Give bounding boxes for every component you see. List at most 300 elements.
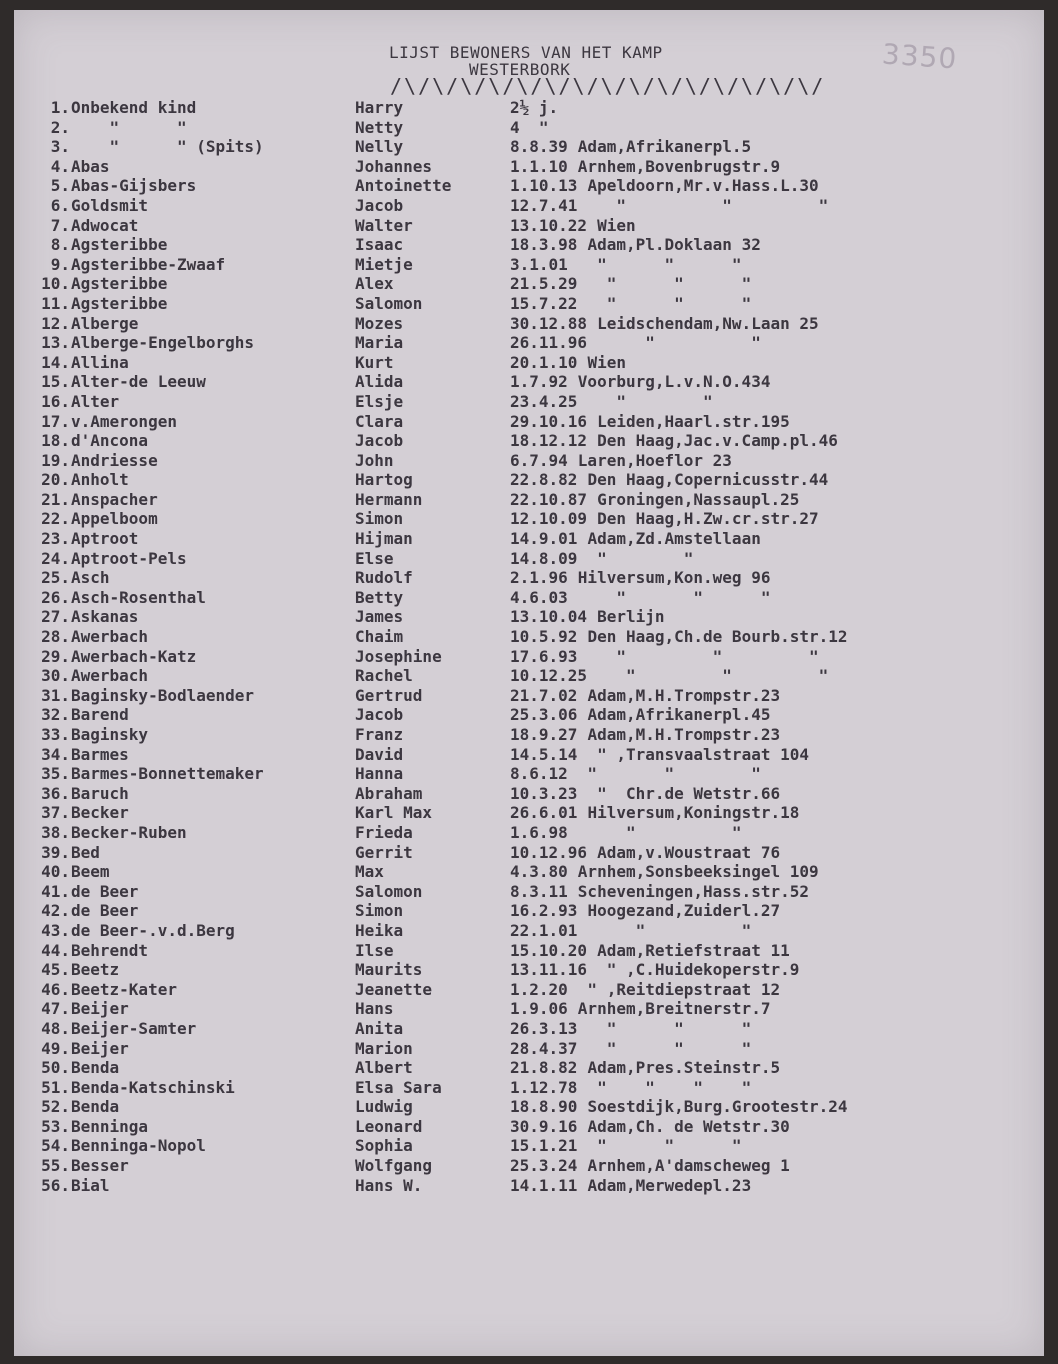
address: " ,Reitdiepstraat 12	[577, 979, 781, 999]
address: " ,Transvaalstraat 104	[587, 744, 809, 764]
first-name: Mozes	[355, 313, 404, 333]
surname: Baginsky	[71, 725, 149, 744]
surname: Goldsmit	[71, 195, 149, 215]
birthdate: 29.10.16	[510, 411, 588, 431]
row-number: 47.	[41, 999, 70, 1019]
birthdate-address	[510, 549, 693, 569]
first-name: Alex	[355, 274, 394, 294]
row-number: 54.	[41, 1136, 70, 1156]
list-item	[14, 568, 1044, 588]
address: " ,C.Huidekoperstr.9	[597, 960, 800, 980]
surname: Becker-Ruben	[71, 822, 187, 842]
birthdate: 18.8.90	[510, 1097, 578, 1117]
list-item	[14, 784, 1044, 804]
birthdate-address	[510, 412, 790, 432]
list-item	[14, 314, 1044, 334]
row-number: 29.	[41, 646, 70, 666]
row-number: 9.	[50, 254, 70, 274]
pencil-annotation: 3350	[880, 37, 959, 76]
birthdate: 10.12.25	[510, 666, 588, 686]
row-number: 34.	[41, 744, 70, 764]
birthdate-address	[510, 98, 568, 118]
list-item	[14, 745, 1044, 765]
address: Arnhem,A'damscheweg 1	[587, 1156, 790, 1176]
row-number: 15.	[41, 372, 70, 392]
surname: de Beer	[71, 881, 139, 901]
address: " " "	[577, 764, 761, 784]
birthdate-address	[510, 627, 848, 647]
address: Adam,Ch. de Wetstr.30	[587, 1116, 790, 1136]
surname: Barend	[71, 705, 129, 725]
row-number: 4.	[50, 156, 70, 176]
birthdate: 14.8.09	[510, 548, 578, 568]
birthdate-address	[510, 196, 828, 216]
list-item	[14, 392, 1044, 412]
surname: Alter	[71, 391, 120, 411]
first-name: Hans	[355, 999, 394, 1019]
address: " " " "	[587, 1077, 752, 1097]
row-number: 14.	[41, 352, 70, 372]
row-number: 12.	[41, 313, 70, 333]
birthdate: 21.7.02	[510, 685, 578, 705]
surname: Awerbach	[71, 666, 149, 686]
address: Adam,Pres.Steinstr.5	[587, 1058, 781, 1078]
document-title: LIJST BEWONERS VAN HET KAMP	[389, 43, 663, 62]
surname: Benda	[71, 1058, 120, 1078]
surname: Besser	[71, 1156, 129, 1176]
list-item	[14, 666, 1044, 686]
surname: Becker	[71, 803, 129, 823]
first-name: Jacob	[355, 195, 404, 215]
row-number: 55.	[41, 1156, 70, 1176]
first-name: Wolfgang	[355, 1156, 433, 1176]
row-number: 48.	[41, 1018, 70, 1038]
first-name: Rudolf	[355, 568, 413, 588]
address: Arnhem,Breitnerstr.7	[577, 999, 771, 1019]
row-number: 7.	[50, 215, 70, 235]
first-name: Hermann	[355, 489, 423, 509]
address: " " "	[577, 587, 771, 607]
first-name: Frieda	[355, 822, 413, 842]
birthdate-address	[510, 764, 761, 784]
first-name: Abraham	[355, 783, 423, 803]
address: Den Haag,Jac.v.Camp.pl.46	[597, 431, 838, 451]
birthdate-address	[510, 509, 819, 529]
birthdate-address	[510, 1176, 751, 1196]
first-name: Ludwig	[355, 1097, 413, 1117]
birthdate: 1.10.13	[510, 176, 578, 196]
first-name: Sophia	[355, 1136, 413, 1156]
list-item	[14, 941, 1044, 961]
birthdate-address	[510, 255, 742, 275]
row-number: 28.	[41, 627, 70, 647]
row-number: 18.	[41, 431, 70, 451]
surname: Awerbach-Katz	[71, 646, 197, 666]
surname: " "	[71, 117, 187, 137]
list-item	[14, 843, 1044, 863]
row-number: 35.	[41, 764, 70, 784]
list-item	[14, 509, 1044, 529]
first-name: Josephine	[355, 646, 442, 666]
surname: Agsteribbe-Zwaaf	[71, 254, 226, 274]
surname: de Beer-.v.d.Berg	[71, 920, 235, 940]
first-name: Clara	[355, 411, 404, 431]
address: " " "	[587, 195, 829, 215]
address: Adam,Afrikanerpl.5	[577, 137, 752, 157]
row-number: 13.	[41, 333, 70, 353]
surname: Anholt	[71, 470, 129, 490]
surname: v.Amerongen	[71, 411, 177, 431]
birthdate-address	[510, 235, 761, 255]
address: Arnhem,Bovenbrugstr.9	[577, 156, 781, 176]
birthdate: 13.10.22	[510, 215, 588, 235]
birthdate: 22.10.87	[510, 489, 588, 509]
birthdate: 21.5.29	[510, 274, 578, 294]
list-item	[14, 157, 1044, 177]
birthdate: 17.6.93	[510, 646, 578, 666]
document-page	[14, 10, 1044, 1356]
birthdate: 14.1.11	[510, 1175, 578, 1195]
row-number: 25.	[41, 568, 70, 588]
surname: Asch-Rosenthal	[71, 587, 206, 607]
address: Hoogezand,Zuiderl.27	[587, 901, 781, 921]
list-item	[14, 294, 1044, 314]
surname: Beijer	[71, 999, 129, 1019]
row-number: 8.	[50, 235, 70, 255]
surname: de Beer	[71, 901, 139, 921]
birthdate-address	[510, 666, 828, 686]
surname: Benninga	[71, 1116, 149, 1136]
list-item	[14, 1078, 1044, 1098]
row-number: 24.	[41, 548, 70, 568]
row-number: 26.	[41, 587, 70, 607]
list-item	[14, 607, 1044, 627]
list-item	[14, 235, 1044, 255]
list-item	[14, 882, 1044, 902]
birthdate-address	[510, 725, 780, 745]
birthdate: 1.2.20	[510, 979, 568, 999]
surname: Baruch	[71, 783, 129, 803]
birthdate: 4.3.80	[510, 862, 568, 882]
list-item	[14, 725, 1044, 745]
address: Leidschendam,Nw.Laan 25	[597, 313, 819, 333]
address: " " "	[587, 1038, 752, 1058]
birthdate-address	[510, 294, 751, 314]
list-item	[14, 490, 1044, 510]
birthdate-address	[510, 451, 732, 471]
birthdate: 8.8.39	[510, 137, 568, 157]
birthdate-address	[510, 784, 780, 804]
birthdate-address	[510, 568, 770, 588]
row-number: 10.	[41, 274, 70, 294]
list-item	[14, 705, 1044, 725]
address: Apeldoorn,Mr.v.Hass.L.30	[587, 176, 819, 196]
address: Soestdijk,Burg.Grootestr.24	[587, 1097, 848, 1117]
birthdate-address	[510, 1156, 790, 1176]
list-item	[14, 431, 1044, 451]
list-item	[14, 686, 1044, 706]
first-name: Ilse	[355, 940, 394, 960]
address: Hilversum,Kon.weg 96	[577, 568, 771, 588]
first-name: Hartog	[355, 470, 413, 490]
first-name: Franz	[355, 725, 404, 744]
birthdate: 13.10.04	[510, 607, 588, 627]
birthdate: 10.12.96	[510, 842, 588, 862]
birthdate: 1.6.98	[510, 822, 568, 842]
birthdate: 30.9.16	[510, 1116, 578, 1136]
birthdate: 3.1.01	[510, 254, 568, 274]
surname: Agsteribbe	[71, 274, 168, 294]
first-name: Salomon	[355, 293, 423, 313]
first-name: Anita	[355, 1018, 404, 1038]
birthdate: 26.6.01	[510, 803, 578, 823]
row-number: 42.	[41, 901, 70, 921]
row-number: 17.	[41, 411, 70, 431]
row-number: 5.	[50, 176, 70, 196]
birthdate: 20.1.10	[510, 352, 578, 372]
row-number: 1.	[50, 98, 70, 117]
birthdate: 15.10.20	[510, 940, 588, 960]
address: Adam,M.H.Trompstr.23	[587, 685, 781, 705]
list-item	[14, 549, 1044, 569]
row-number: 3.	[50, 137, 70, 157]
list-item	[14, 137, 1044, 157]
birthdate: 2½ j.	[510, 98, 559, 117]
row-number: 39.	[41, 842, 70, 862]
surname: Abas-Gijsbers	[71, 176, 197, 196]
birthdate: 8.6.12	[510, 764, 568, 784]
surname: Allina	[71, 352, 129, 372]
birthdate-address	[510, 372, 770, 392]
surname: Beijer	[71, 1038, 129, 1058]
surname: Abas	[71, 156, 110, 176]
address: " "	[577, 822, 742, 842]
list-item	[14, 999, 1044, 1019]
birthdate: 18.9.27	[510, 725, 578, 744]
birthdate-address	[510, 470, 828, 490]
birthdate: 22.8.82	[510, 470, 578, 490]
birthdate-address	[510, 588, 770, 608]
row-number: 2.	[50, 117, 70, 137]
address: Adam,Merwedepl.23	[587, 1175, 752, 1195]
address: Hilversum,Koningstr.18	[587, 803, 800, 823]
birthdate-address	[510, 137, 751, 157]
birthdate-address	[510, 647, 819, 667]
row-number: 44.	[41, 940, 70, 960]
birthdate-address	[510, 941, 790, 961]
list-item	[14, 764, 1044, 784]
address: " Chr.de Wetstr.66	[587, 783, 781, 803]
address: Adam,Retiefstraat 11	[597, 940, 790, 960]
surname: Aptroot-Pels	[71, 548, 187, 568]
first-name: Nelly	[355, 137, 404, 157]
surname: Awerbach	[71, 627, 149, 647]
list-item	[14, 333, 1044, 353]
address: Adam,M.H.Trompstr.23	[587, 725, 781, 744]
first-name: Heika	[355, 920, 404, 940]
birthdate-address	[510, 745, 809, 765]
resident-list	[14, 98, 1044, 1195]
address: Laren,Hoeflor 23	[577, 450, 732, 470]
surname: d'Ancona	[71, 431, 149, 451]
birthdate-address	[510, 862, 819, 882]
birthdate-address	[510, 353, 626, 373]
first-name: Karl Max	[355, 803, 433, 823]
surname: Beetz-Kater	[71, 979, 177, 999]
birthdate: 25.3.24	[510, 1156, 578, 1176]
address: Berlijn	[597, 607, 665, 627]
birthdate-address	[510, 529, 761, 549]
address: " " "	[587, 274, 752, 294]
first-name: Simon	[355, 901, 404, 921]
surname: Aptroot	[71, 529, 139, 549]
address: Arnhem,Sonsbeeksingel 109	[577, 862, 819, 882]
list-item	[14, 529, 1044, 549]
birthdate-address	[510, 118, 559, 138]
list-item	[14, 274, 1044, 294]
birthdate-address	[510, 843, 780, 863]
list-item	[14, 1156, 1044, 1176]
row-number: 36.	[41, 783, 70, 803]
list-item	[14, 255, 1044, 275]
first-name: Jeanette	[355, 979, 433, 999]
birthdate-address	[510, 901, 780, 921]
birthdate: 10.3.23	[510, 783, 578, 803]
address: Groningen,Nassaupl.25	[597, 489, 800, 509]
surname: Alberge	[71, 313, 139, 333]
surname: Beem	[71, 862, 110, 882]
row-number: 23.	[41, 529, 70, 549]
first-name: James	[355, 607, 404, 627]
birthdate-address	[510, 274, 751, 294]
address: " "	[597, 333, 761, 353]
list-item	[14, 353, 1044, 373]
first-name: Jacob	[355, 705, 404, 725]
birthdate: 1.9.06	[510, 999, 568, 1019]
surname: Agsteribbe	[71, 235, 168, 255]
list-item	[14, 1039, 1044, 1059]
list-item	[14, 901, 1044, 921]
first-name: Maurits	[355, 960, 423, 980]
birthdate-address	[510, 1019, 751, 1039]
birthdate: 15.7.22	[510, 293, 578, 313]
address: Scheveningen,Hass.str.52	[577, 881, 809, 901]
birthdate: 4.6.03	[510, 587, 568, 607]
first-name: David	[355, 744, 404, 764]
first-name: John	[355, 450, 394, 470]
address: " " "	[587, 646, 819, 666]
birthdate: 30.12.88	[510, 313, 588, 333]
birthdate: 1.7.92	[510, 372, 568, 392]
first-name: Harry	[355, 98, 404, 117]
surname: " " (Spits)	[71, 137, 264, 157]
row-number: 50.	[41, 1058, 70, 1078]
birthdate: 12.10.09	[510, 509, 588, 529]
row-number: 32.	[41, 705, 70, 725]
list-item	[14, 1136, 1044, 1156]
first-name: Gertrud	[355, 685, 423, 705]
birthdate: 18.12.12	[510, 431, 588, 451]
birthdate-address	[510, 1078, 751, 1098]
first-name: Gerrit	[355, 842, 413, 862]
birthdate: 6.7.94	[510, 450, 568, 470]
row-number: 16.	[41, 391, 70, 411]
list-item	[14, 451, 1044, 471]
first-name: Leonard	[355, 1116, 423, 1136]
surname: Agsteribbe	[71, 293, 168, 313]
address: " " "	[587, 1136, 742, 1156]
surname: Barmes	[71, 744, 129, 764]
row-number: 49.	[41, 1038, 70, 1058]
birthdate-address	[510, 803, 799, 823]
title-underline: /\/\/\/\/\/\/\/\/\/\/\/\/\/\/\/	[390, 74, 826, 98]
birthdate-address	[510, 980, 780, 1000]
address: Adam,Pl.Doklaan 32	[587, 235, 761, 255]
birthdate-address	[510, 882, 809, 902]
document-subtitle: WESTERBORK	[469, 60, 571, 79]
birthdate-address	[510, 607, 665, 627]
birthdate-address	[510, 157, 780, 177]
surname: Alberge-Engelborghs	[71, 333, 255, 353]
address: " " "	[587, 293, 752, 313]
row-number: 51.	[41, 1077, 70, 1097]
list-item	[14, 1058, 1044, 1078]
birthdate: 28.4.37	[510, 1038, 578, 1058]
surname: Beijer-Samter	[71, 1018, 197, 1038]
birthdate: 15.1.21	[510, 1136, 578, 1156]
list-item	[14, 216, 1044, 236]
surname: Anspacher	[71, 489, 158, 509]
row-number: 20.	[41, 470, 70, 490]
address: Adam,Afrikanerpl.45	[587, 705, 771, 725]
birthdate: 25.3.06	[510, 705, 578, 725]
first-name: Elsje	[355, 391, 404, 411]
first-name: Rachel	[355, 666, 413, 686]
address: Voorburg,L.v.N.O.434	[577, 372, 771, 392]
list-item	[14, 1097, 1044, 1117]
address: Adam,v.Woustraat 76	[597, 842, 781, 862]
row-number: 46.	[41, 979, 70, 999]
birthdate: 14.9.01	[510, 529, 578, 549]
surname: Appelboom	[71, 509, 158, 529]
list-item	[14, 372, 1044, 392]
row-number: 11.	[41, 293, 70, 313]
list-item	[14, 1019, 1044, 1039]
birthdate: 8.3.11	[510, 881, 568, 901]
row-number: 52.	[41, 1097, 70, 1117]
surname: Benninga-Nopol	[71, 1136, 206, 1156]
address: Adam,Zd.Amstellaan	[587, 529, 761, 549]
row-number: 37.	[41, 803, 70, 823]
first-name: Maria	[355, 333, 404, 353]
birthdate: 16.2.93	[510, 901, 578, 921]
address: Wien	[587, 352, 626, 372]
row-number: 30.	[41, 666, 70, 686]
first-name: Max	[355, 862, 384, 882]
address: Den Haag,Ch.de Bourb.str.12	[587, 627, 848, 647]
first-name: Kurt	[355, 352, 394, 372]
list-item	[14, 803, 1044, 823]
surname: Baginsky-Bodlaender	[71, 685, 255, 705]
first-name: Netty	[355, 117, 404, 137]
birthdate: 22.1.01	[510, 920, 578, 940]
list-item	[14, 862, 1044, 882]
birthdate: 10.5.92	[510, 627, 578, 647]
first-name: Jacob	[355, 431, 404, 451]
list-item	[14, 588, 1044, 608]
surname: Andriesse	[71, 450, 158, 470]
birthdate-address	[510, 1039, 751, 1059]
